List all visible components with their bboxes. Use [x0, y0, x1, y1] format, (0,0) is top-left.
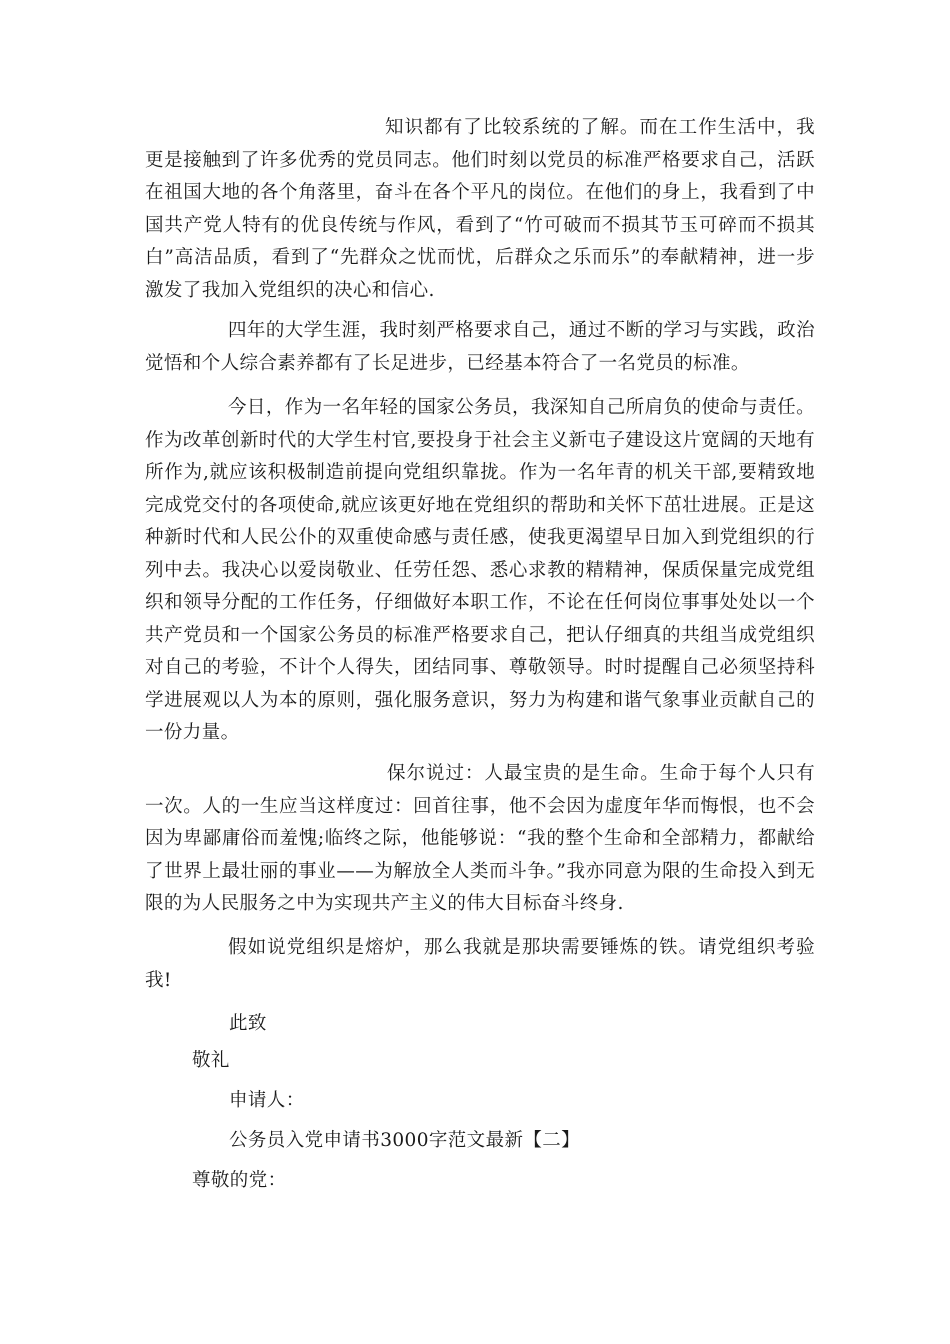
salutation-line: 敬礼: [192, 1050, 230, 1071]
next-section-greeting: 尊敬的党：: [192, 1170, 287, 1191]
paragraph-furnace-metaphor: 假如说党组织是熔炉，那么我就是那块需要锤炼的铁。请党组织考验我!: [145, 937, 815, 991]
paragraph-civil-servant-mission: 今日，作为一名年轻的国家公务员，我深知自己所肩负的使命与责任。作为改革创新时代的大学生村官,要投身于社会主义新屯子建设这片宽阔的天地有所作为,就应该积极制造前提向党组织靠拢。作为一名年青的机关干部,要精致地完成党交付的各项使命,就应该更好地在党组织的帮助和关怀下茁壮进展。正是这种新时代和人民公仆的双重使命感与责任感，使我更渴望早日加入到党组织的行列中去。我决心以爱岗敬业、任劳任怨、悉心求教的精精神，保质保量完成党组织和领导分配的工作任务，仔细做好本职工作，不论在任何岗位事事处处以一个共产党员和一个国家公务员的标准严格要求自己，把认仔细真的共组当成党组织对自己的考验，不计个人得失，团结同事、尊敬领导。时时提醒自己必须坚持科学进展观以人为本的原则，强化服务意识，努力为构建和谐气象事业贡献自己的一份力量。: [145, 397, 815, 743]
closing-line: 此致: [229, 1013, 267, 1034]
paragraph-pavel-quote: 保尔说过：人最宝贵的是生命。生命于每个人只有一次。人的一生应当这样度过：回首往事，他不会因为虚度年华而悔恨，也不会因为卑鄙庸俗而羞愧;临终之际，他能够说：“我的整个生命和全部精力，都献给了世界上最壮丽的事业——为解放全人类而斗争。”我亦同意为限的生命投入到无限的为人民服务之中为实现共产主义的伟大目标奋斗终身.: [145, 763, 815, 914]
applicant-line: 申请人：: [229, 1090, 305, 1111]
paragraph-party-members-example: 知识都有了比较系统的了解。而在工作生活中，我更是接触到了许多优秀的党员同志。他们时刻以党员的标准严格要求自己，活跃在祖国大地的各个角落里，奋斗在各个平凡的岗位。在他们的身上，我看到了中国共产党人特有的优良传统与作风，看到了“竹可破而不损其节玉可碎而不损其白”高洁品质，看到了“先群众之忧而忧，后群众之乐而乐”的奉献精神，进一步激发了我加入党组织的决心和信心.: [145, 117, 815, 301]
paragraph-university-years: 四年的大学生涯，我时刻严格要求自己，通过不断的学习与实践，政治觉悟和个人综合素养都有了长足进步，已经基本符合了一名党员的标准。: [145, 320, 815, 374]
next-section-title: 公务员入党申请书3000字范文最新【二】: [229, 1130, 581, 1151]
